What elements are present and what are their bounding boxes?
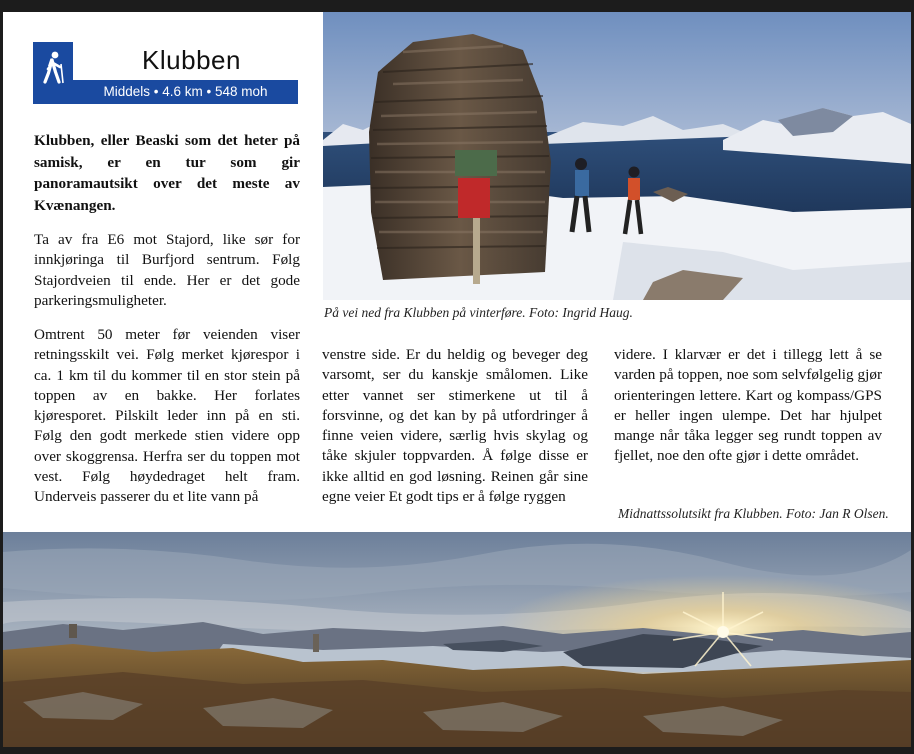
body-paragraph-4: videre. I klarvær er det i tillegg lett å se varden på toppen, noe som selvfølgelig gjør orienteringen lettere. Kart og kompass/GPS er heller ingen ulempe. Det har hjulpet mange når tåka legger seg rundt toppen av fjellet, noe den ofte gjør i dette området. <box>614 346 882 465</box>
body-paragraph-3: venstre side. Er du heldig og beveger deg varsomt, ser du kanskje smålomen. Like etter vannet ser stimerkene ut til å forsvinne, og det kan by på utfordringer å finne veien videre, særlig hvis skylag og tåke skjuler toppvarden. Å følge disse er ikke alltid en god løsning. Reinen går sine egne veier Et godt tips er å følge ryggen <box>322 346 588 506</box>
body-paragraph-1: Ta av fra E6 mot Stajord, like sør for innkjøringa til Burfjord sentrum. Følg Stajordveien til ende. Her er det gode parkeringsmuligheter. <box>34 231 300 309</box>
winter-cairn-photo <box>323 12 911 300</box>
hiker-icon <box>33 42 73 104</box>
difficulty-stats: Middels • 4.6 km • 548 moh <box>73 80 298 104</box>
body-paragraph-2: Omtrent 50 meter før veienden viser retningsskilt vei. Følg merket kjørespor i ca. 1 km til du kommer til en stor stein på toppen av en bakke. Her forlates kjøresporet. Pilskilt leder inn på en sti. Følg den godt merkede stien videre opp over skoggrensa. Herfra ser du toppen mot vest. Følg høydedraget helt fram. Underveis passerer du et lite vann på <box>34 326 300 506</box>
magazine-page <box>3 12 911 747</box>
panorama-caption: Midnattssolutsikt fra Klubben. Foto: Jan R Olsen. <box>618 506 889 521</box>
top-photo-caption: På vei ned fra Klubben på vinterføre. Foto: Ingrid Haug. <box>324 305 633 320</box>
article-title: Klubben <box>142 45 241 75</box>
article-header <box>33 42 298 104</box>
midnight-sun-panorama-photo <box>3 532 911 747</box>
intro-paragraph: Klubben, eller Beaski som det heter på samisk, er en tur som gir panoramautsikt over det meste av Kvænangen. <box>34 132 300 214</box>
